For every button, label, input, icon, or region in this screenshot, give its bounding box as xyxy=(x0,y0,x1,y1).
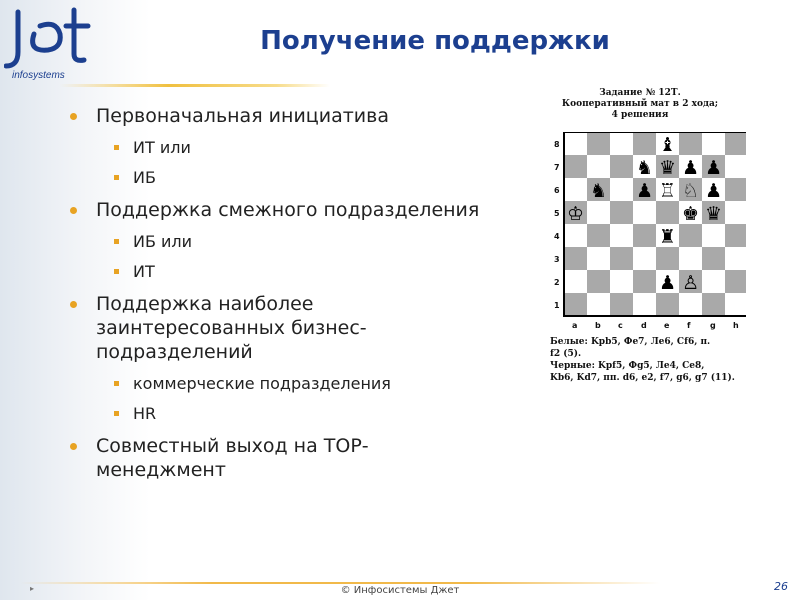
bullet-square-icon xyxy=(114,411,119,416)
bullet-dot-icon xyxy=(70,301,77,308)
board-square xyxy=(725,224,746,247)
board-square xyxy=(587,247,610,270)
board-square xyxy=(679,132,702,155)
rank-label: 5 xyxy=(554,209,560,218)
sub-bullet-text: ИТ или xyxy=(133,138,191,157)
slide-title: Получение поддержки xyxy=(260,26,610,56)
board-square xyxy=(633,132,656,155)
sub-bullet-item xyxy=(66,404,526,424)
rank-label: 6 xyxy=(554,186,560,195)
bullet-item xyxy=(66,198,526,222)
rank-label: 3 xyxy=(554,255,560,264)
bullet-dot-icon xyxy=(70,113,77,120)
footer-copyright: © Инфосистемы Джет xyxy=(340,585,460,596)
chess-piece-icon: ♔ xyxy=(566,203,585,225)
bullet-square-icon xyxy=(114,239,119,244)
file-label: e xyxy=(664,321,670,330)
file-label: g xyxy=(710,321,716,330)
diagram-note-line: Kb6, Kd7, пп. d6, e2, f7, g6, g7 (11). xyxy=(550,373,735,383)
footer-rule xyxy=(20,582,660,584)
board-square xyxy=(702,224,725,247)
bullet-square-icon xyxy=(114,175,119,180)
chess-piece-icon: ♞ xyxy=(635,157,654,179)
chess-diagram xyxy=(540,88,740,398)
board-square xyxy=(564,247,587,270)
board-square xyxy=(610,247,633,270)
bullet-dot-icon xyxy=(70,207,77,214)
rank-label: 8 xyxy=(554,140,560,149)
board-square xyxy=(564,155,587,178)
bullet-text: Совместный выход на ТОР-менеджмент xyxy=(96,435,369,481)
bullet-text: Поддержка смежного подразделения xyxy=(96,199,480,221)
rank-label: 7 xyxy=(554,163,560,172)
board-square xyxy=(702,293,725,316)
chess-board xyxy=(550,132,746,332)
diagram-caption-line: 4 решения xyxy=(611,110,669,120)
sub-bullet-text: ИТ xyxy=(133,262,155,281)
board-square xyxy=(564,178,587,201)
board-square xyxy=(679,293,702,316)
board-square xyxy=(679,224,702,247)
board-square xyxy=(725,201,746,224)
chess-piece-icon: ♘ xyxy=(681,180,700,202)
diagram-caption-line: Задание № 12Т. xyxy=(599,88,681,98)
chess-piece-icon: ♝ xyxy=(658,134,677,156)
board-square xyxy=(633,224,656,247)
file-label: f xyxy=(687,321,691,330)
board-square xyxy=(610,178,633,201)
board-square xyxy=(725,247,746,270)
board-square xyxy=(633,201,656,224)
bullet-item xyxy=(66,292,436,364)
chess-piece-icon: ♛ xyxy=(658,157,677,179)
sub-bullet-item xyxy=(66,138,526,158)
title-underline xyxy=(60,84,330,87)
board-square xyxy=(564,270,587,293)
board-square xyxy=(702,132,725,155)
board-square xyxy=(610,293,633,316)
sub-bullet-text: коммерческие подразделения xyxy=(133,374,391,393)
board-square xyxy=(679,247,702,270)
page-number: 26 xyxy=(774,580,788,593)
board-square xyxy=(633,270,656,293)
bullet-item xyxy=(66,104,526,128)
board-square xyxy=(656,293,679,316)
rank-label: 2 xyxy=(554,278,560,287)
chess-board-svg xyxy=(550,132,746,332)
file-label: h xyxy=(733,321,739,330)
board-square xyxy=(702,270,725,293)
bullet-square-icon xyxy=(114,269,119,274)
file-label: b xyxy=(595,321,601,330)
bullet-dot-icon xyxy=(70,443,77,450)
bullet-list xyxy=(66,104,526,482)
sub-bullet-item xyxy=(66,168,526,188)
board-square xyxy=(587,293,610,316)
board-square xyxy=(610,201,633,224)
board-square xyxy=(564,224,587,247)
sub-bullet-text: ИБ xyxy=(133,168,156,187)
board-square xyxy=(564,132,587,155)
board-square xyxy=(564,293,587,316)
chess-piece-icon: ♜ xyxy=(658,226,677,248)
chess-piece-icon: ♟ xyxy=(635,180,654,202)
sub-bullet-text: ИБ или xyxy=(133,232,193,251)
chess-piece-icon: ♙ xyxy=(681,272,700,294)
board-square xyxy=(610,132,633,155)
diagram-note-line: Белые: Kpb5, Фе7, Ле6, Сf6, п. xyxy=(550,337,711,347)
board-square xyxy=(633,247,656,270)
board-square xyxy=(725,178,746,201)
board-square xyxy=(610,270,633,293)
board-square xyxy=(610,224,633,247)
board-square xyxy=(610,155,633,178)
diagram-note-line: f2 (5). xyxy=(550,349,582,359)
board-square xyxy=(725,155,746,178)
logo-wordmark: infosystems xyxy=(12,70,65,81)
bullet-text: Первоначальная инициатива xyxy=(96,105,389,127)
slide-nav-icon[interactable]: ▸ xyxy=(30,584,35,593)
bullet-item xyxy=(66,434,426,482)
board-square xyxy=(725,132,746,155)
board-square xyxy=(587,132,610,155)
board-square xyxy=(587,270,610,293)
bullet-text: Поддержка наиболее заинтересованных бизнес-подразделений xyxy=(96,293,367,363)
chess-piece-icon: ♟ xyxy=(681,157,700,179)
chess-piece-icon: ♟ xyxy=(658,272,677,294)
sub-bullet-item xyxy=(66,374,526,394)
board-square xyxy=(702,247,725,270)
board-square xyxy=(725,270,746,293)
chess-piece-icon: ♟ xyxy=(704,180,723,202)
sub-bullet-text: HR xyxy=(133,404,157,423)
board-square xyxy=(587,201,610,224)
chess-piece-icon: ♖ xyxy=(658,180,677,202)
file-label: d xyxy=(641,321,647,330)
chess-piece-icon: ♞ xyxy=(589,180,608,202)
board-square xyxy=(587,155,610,178)
chess-piece-icon: ♛ xyxy=(704,203,723,225)
board-square xyxy=(633,293,656,316)
chess-piece-icon: ♟ xyxy=(704,157,723,179)
chess-piece-icon: ♚ xyxy=(681,203,700,225)
rank-label: 1 xyxy=(554,301,560,310)
diagram-caption-line: Кооперативный мат в 2 хода; xyxy=(561,99,719,109)
board-square xyxy=(656,201,679,224)
board-square xyxy=(725,293,746,316)
file-label: a xyxy=(572,321,578,330)
bullet-square-icon xyxy=(114,381,119,386)
rank-label: 4 xyxy=(554,232,560,241)
diagram-notes xyxy=(550,336,750,384)
board-square xyxy=(587,224,610,247)
bullet-square-icon xyxy=(114,145,119,150)
sub-bullet-item xyxy=(66,232,526,252)
board-square xyxy=(656,247,679,270)
diagram-note-line: Черные: Kpf5, Фg5, Ле4, Се8, xyxy=(550,361,705,371)
sub-bullet-item xyxy=(66,262,526,282)
file-label: c xyxy=(618,321,623,330)
